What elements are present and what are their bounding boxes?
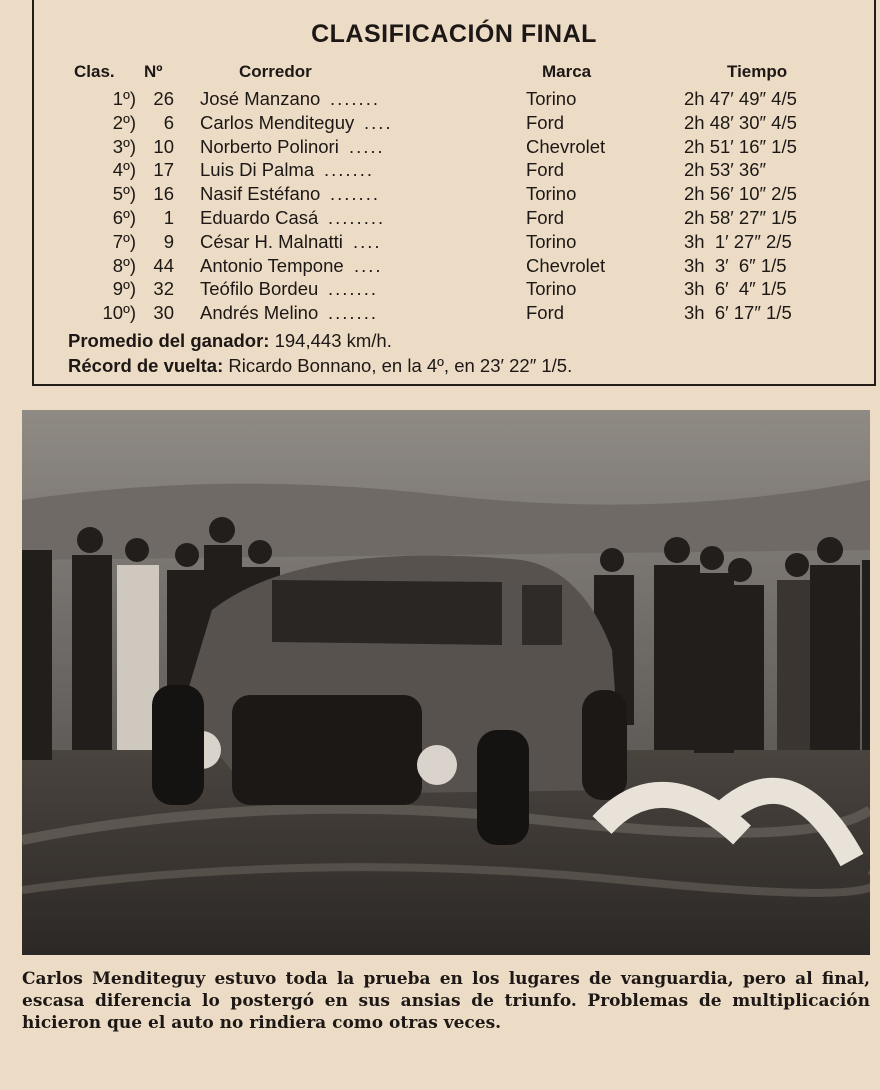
lap-label: Récord de vuelta: <box>68 355 224 376</box>
row-car-number: 9 <box>163 230 174 252</box>
row-car-number: 16 <box>153 183 174 205</box>
row-time: 2h 58′ 27″ 1/5 <box>684 207 797 228</box>
row-time: 2h 47′ 49″ 4/5 <box>684 88 797 109</box>
table-row <box>34 112 874 136</box>
header-num: Nº <box>144 62 163 81</box>
row-car-number: 1 <box>163 207 174 228</box>
table-title: CLASIFICACIÓN FINAL <box>311 20 597 48</box>
row-leader-dots: ....... <box>328 278 378 300</box>
row-time: 3h 6′ 4″ 1/5 <box>684 278 787 300</box>
table-row <box>34 278 874 302</box>
row-driver: José Manzano <box>200 88 321 109</box>
row-leader-dots: ....... <box>328 302 378 324</box>
row-time: 3h 3′ 6″ 1/5 <box>684 254 787 276</box>
row-make: Ford <box>526 207 565 228</box>
race-car-photo <box>22 410 870 955</box>
photo-caption: Carlos Menditeguy estuvo toda la prueba en los lugares de vanguardia, pero al final, escasa diferencia lo postergó en sus ansias de triunfo. Problemas de multiplicación hicieron que el auto no rindiera como otras veces. <box>22 969 870 1033</box>
row-leader-dots: .... <box>354 254 383 276</box>
row-driver: Norberto Polinori <box>200 135 339 157</box>
row-leader-dots: ........ <box>328 207 386 228</box>
header-time: Tiempo <box>727 62 788 81</box>
row-position: 10º) <box>102 302 136 324</box>
table-row <box>34 159 874 183</box>
lap-record <box>68 355 572 377</box>
row-leader-dots: ....... <box>330 88 380 109</box>
row-driver: César H. Malnatti <box>200 230 343 252</box>
row-time: 3h 1′ 27″ 2/5 <box>684 230 792 252</box>
table-row <box>34 207 874 231</box>
row-car-number: 44 <box>153 254 174 276</box>
table-row <box>34 255 874 279</box>
row-leader-dots: ....... <box>324 159 374 181</box>
row-position: 5º) <box>112 183 136 205</box>
table-row <box>34 183 874 207</box>
row-driver: Antonio Tempone <box>200 254 344 276</box>
row-driver: Eduardo Casá <box>200 207 319 228</box>
table-row <box>34 302 874 326</box>
row-make: Chevrolet <box>526 254 606 276</box>
header-driver: Corredor <box>239 62 312 81</box>
row-time: 2h 51′ 16″ 1/5 <box>684 135 797 157</box>
row-make: Torino <box>526 88 577 109</box>
row-car-number: 17 <box>153 159 174 181</box>
row-car-number: 26 <box>153 88 174 109</box>
avg-value: 194,443 km/h. <box>269 330 392 351</box>
row-make: Ford <box>526 159 565 181</box>
row-car-number: 32 <box>153 278 174 300</box>
row-leader-dots: .... <box>364 111 393 133</box>
row-make: Torino <box>526 230 577 252</box>
row-time: 2h 53′ 36″ <box>684 159 767 181</box>
row-driver: Teófilo Bordeu <box>200 278 319 300</box>
row-driver: Luis Di Palma <box>200 159 315 181</box>
table-row <box>34 88 874 112</box>
row-make: Chevrolet <box>526 135 606 157</box>
row-time: 3h 6′ 17″ 1/5 <box>684 302 792 324</box>
row-leader-dots: .... <box>353 230 382 252</box>
header-pos: Clas. <box>74 62 115 81</box>
row-position: 8º) <box>112 254 136 276</box>
row-position: 7º) <box>112 230 136 252</box>
row-time: 2h 48′ 30″ 4/5 <box>684 111 797 133</box>
row-driver: Nasif Estéfano <box>200 183 321 205</box>
row-position: 2º) <box>112 111 136 133</box>
row-car-number: 30 <box>153 302 174 324</box>
row-position: 4º) <box>112 159 136 181</box>
row-leader-dots: ....... <box>330 183 380 205</box>
row-position: 9º) <box>112 278 136 300</box>
row-make: Ford <box>526 111 565 133</box>
row-time: 2h 56′ 10″ 2/5 <box>684 183 797 205</box>
row-leader-dots: ..... <box>349 135 385 157</box>
table-row <box>34 136 874 160</box>
photo-illustration <box>22 410 870 955</box>
row-position: 6º) <box>112 207 136 228</box>
row-driver: Andrés Melino <box>200 302 319 324</box>
header-make: Marca <box>542 62 592 81</box>
row-driver: Carlos Menditeguy <box>200 111 355 133</box>
row-make: Torino <box>526 278 577 300</box>
row-position: 3º) <box>112 135 136 157</box>
row-car-number: 10 <box>153 135 174 157</box>
results-table <box>32 0 876 386</box>
lap-value: Ricardo Bonnano, en la 4º, en 23′ 22″ 1/5. <box>223 355 573 376</box>
row-make: Torino <box>526 183 577 205</box>
row-make: Ford <box>526 302 565 324</box>
winner-average <box>68 330 392 352</box>
row-position: 1º) <box>112 88 136 109</box>
table-row <box>34 231 874 255</box>
row-car-number: 6 <box>163 111 174 133</box>
avg-label: Promedio del ganador: <box>68 330 270 351</box>
